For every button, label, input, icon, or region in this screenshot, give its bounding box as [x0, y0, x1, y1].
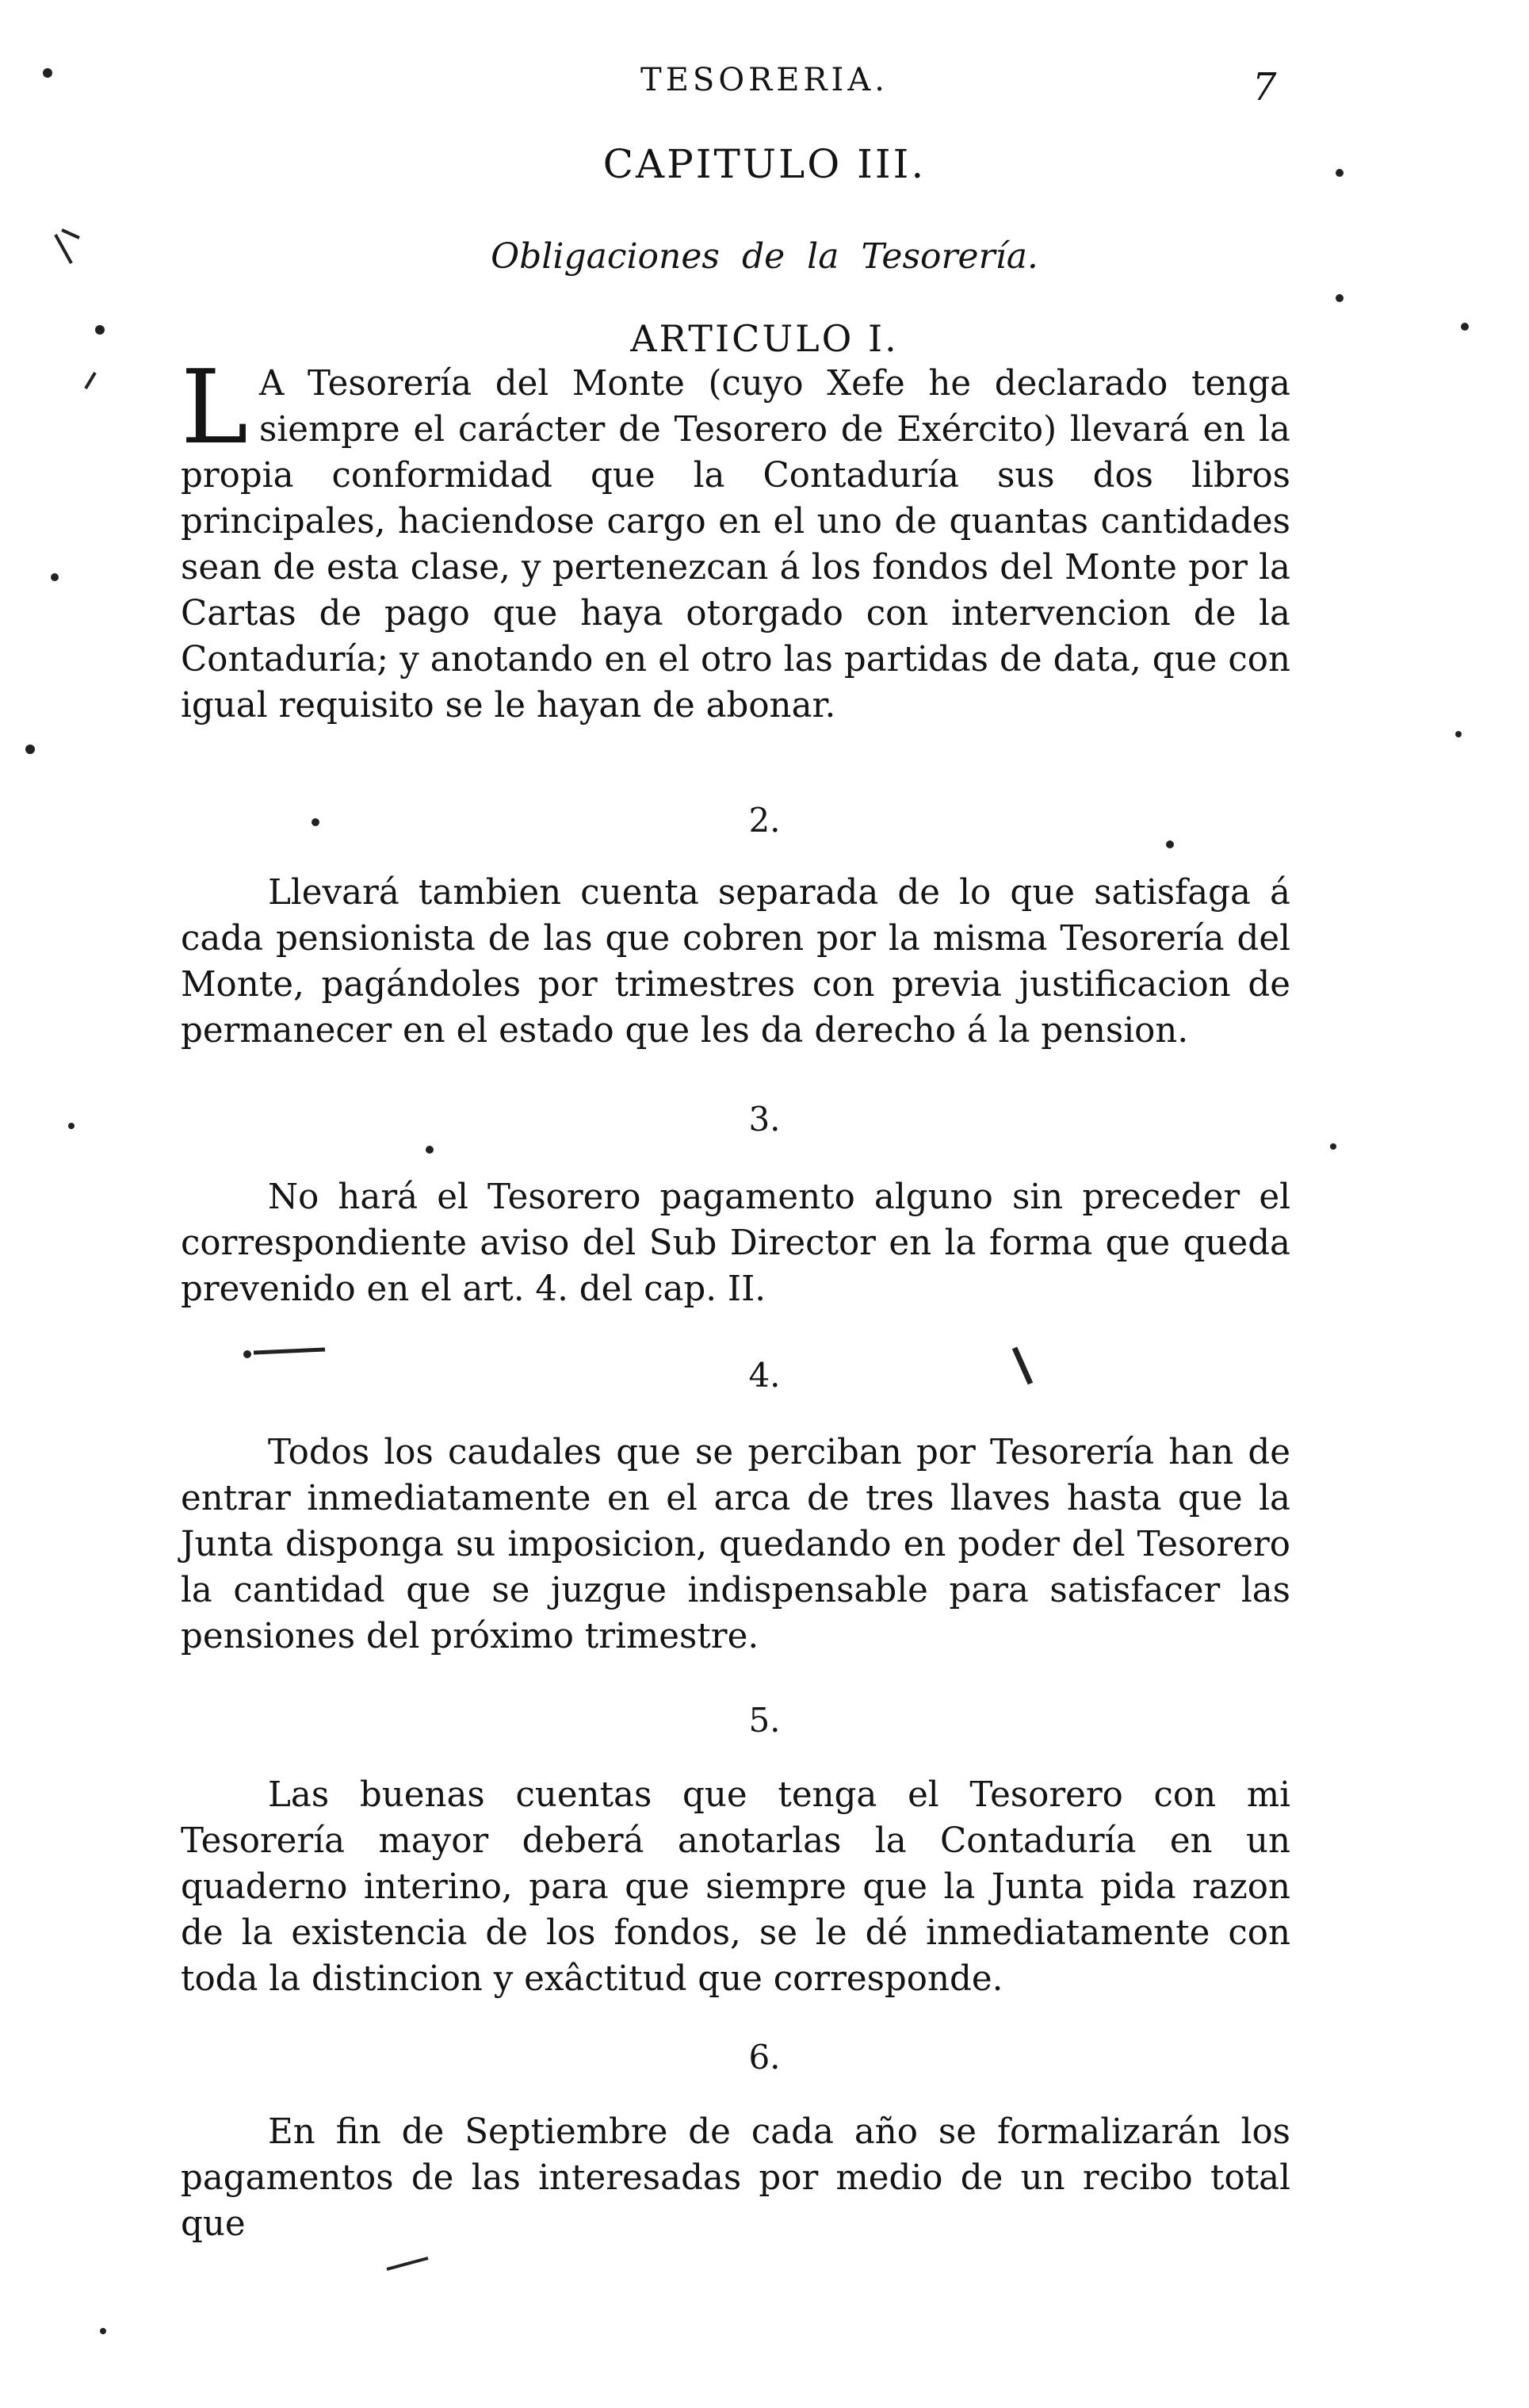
- article-5-number: 5.: [748, 1701, 781, 1740]
- article-4-paragraph: Todos los caudales que se perciban por Tesorería han de entrar inmediatamente en el arca de tres llaves hasta que la Junta disponga su imposicion, quedando en poder del Tesorero la cantidad que se juzgue indispensable para satisfacer las pensiones del próximo trimestre.: [181, 1433, 1290, 1656]
- chapter-subtitle: Obligaciones de la Tesorería.: [491, 236, 1038, 277]
- drop-cap: L: [181, 349, 248, 467]
- article-1-paragraph: [181, 349, 1290, 729]
- article-heading: ARTICULO I.: [630, 317, 899, 360]
- article-2-number: 2.: [748, 801, 781, 840]
- running-head: TESORERIA.: [640, 62, 889, 98]
- article-5-paragraph: Las buenas cuentas que tenga el Tesorero con mi Tesorería mayor deberá anotarlas la Contaduría en un quaderno interino, para que siempre que la Junta pida razon de la existencia de los fondos, se le dé inmediatamente con toda la distincion y exâctitud que corresponde.: [181, 1775, 1290, 1999]
- article-6-paragraph: En fin de Septiembre de cada año se formalizarán los pagamentos de las interesadas por medio de un recibo total que: [181, 2112, 1290, 2244]
- article-3-number: 3.: [748, 1100, 781, 1139]
- article-1-text: A Tesorería del Monte (cuyo Xefe he declarado tenga siempre el carácter de Tesorero de Exército) llevará en la propia conformidad que la Contaduría sus dos libros principales, haciendose cargo en el uno de quantas cantidades sean de esta clase, y pertenezcan á los fondos del Monte por la Cartas de pago que haya otorgado con intervencion de la Contaduría; y anotando en el otro las partidas de data, que con igual requisito se le hayan de abonar.: [181, 364, 1290, 725]
- article-4-number: 4.: [748, 1356, 781, 1395]
- article-3-paragraph: No hará el Tesorero pagamento alguno sin preceder el correspondiente aviso del Sub Director en la forma que queda prevenido en el art. 4. del cap. II.: [181, 1177, 1290, 1309]
- article-2-paragraph: Llevará tambien cuenta separada de lo que satisfaga á cada pensionista de las que cobren por la misma Tesorería del Monte, pagándoles por trimestres con previa justificacion de permanecer en el estado que les da derecho á la pension.: [181, 873, 1290, 1051]
- page-number: 7: [1252, 65, 1277, 109]
- article-6-number: 6.: [748, 2038, 781, 2077]
- chapter-title: CAPITULO III.: [602, 141, 927, 187]
